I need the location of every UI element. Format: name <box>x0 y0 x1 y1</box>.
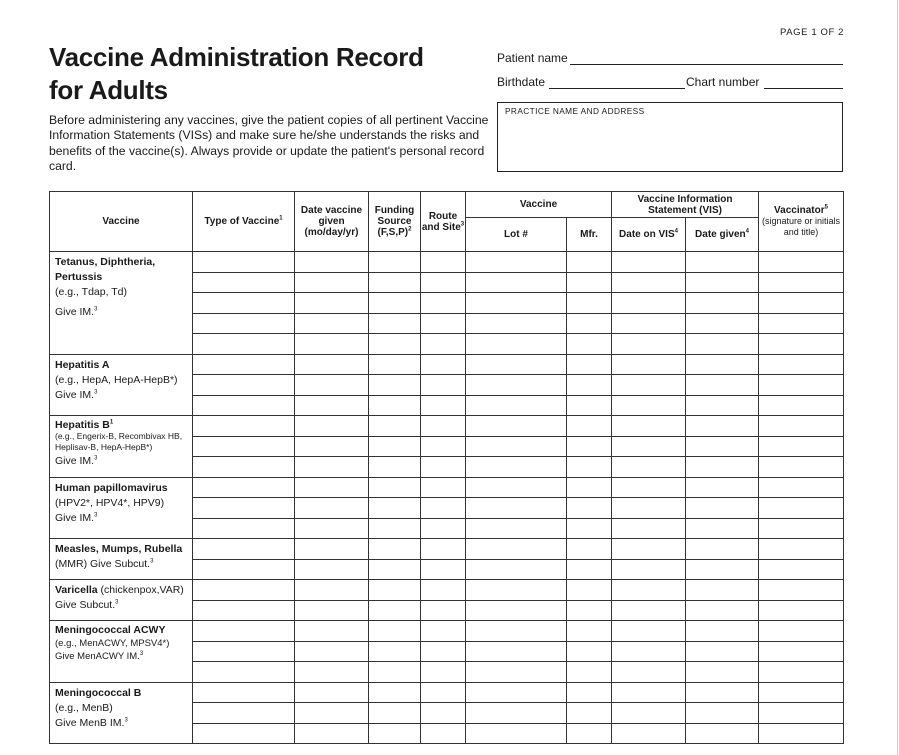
entry-cell[interactable] <box>369 518 421 539</box>
entry-cell[interactable] <box>421 723 466 744</box>
birthdate-field[interactable] <box>549 88 685 89</box>
entry-cell[interactable] <box>686 252 759 273</box>
vaccine-cell-hepa: Hepatitis A (e.g., HepA, HepA-HepB*) Give IM.$^3$ <box>50 354 193 416</box>
entry-cell[interactable] <box>612 436 686 457</box>
entry-cell[interactable] <box>686 682 759 703</box>
entry-cell[interactable] <box>759 539 844 560</box>
entry-cell[interactable] <box>295 252 369 273</box>
vaccine-cell-menb: Meningococcal B (e.g., MenB) Give MenB IM.$^3$ <box>50 682 193 744</box>
entry-cell[interactable] <box>193 354 295 375</box>
entry-cell[interactable] <box>421 621 466 642</box>
entry-cell[interactable] <box>686 498 759 519</box>
entry-cell[interactable] <box>466 580 567 601</box>
entry-cell[interactable] <box>369 600 421 621</box>
entry-cell[interactable] <box>567 354 612 375</box>
entry-cell[interactable] <box>295 703 369 724</box>
entry-cell[interactable] <box>295 457 369 478</box>
entry-cell[interactable] <box>193 518 295 539</box>
entry-cell[interactable] <box>466 252 567 273</box>
chart-number-field[interactable] <box>764 88 843 89</box>
entry-cell[interactable] <box>295 375 369 396</box>
entry-cell[interactable] <box>686 559 759 580</box>
entry-cell[interactable] <box>567 272 612 293</box>
header-vis-given: Date given$^4$ <box>686 218 759 252</box>
entry-cell[interactable] <box>686 354 759 375</box>
entry-cell[interactable] <box>612 559 686 580</box>
entry-cell[interactable] <box>759 600 844 621</box>
entry-cell[interactable] <box>369 580 421 601</box>
entry-cell[interactable] <box>466 477 567 498</box>
entry-cell[interactable] <box>686 703 759 724</box>
entry-cell[interactable] <box>421 580 466 601</box>
entry-cell[interactable] <box>421 477 466 498</box>
entry-cell[interactable] <box>686 539 759 560</box>
entry-cell[interactable] <box>612 416 686 437</box>
entry-cell[interactable] <box>567 457 612 478</box>
entry-cell[interactable] <box>193 416 295 437</box>
entry-cell[interactable] <box>759 498 844 519</box>
entry-cell[interactable] <box>612 313 686 334</box>
entry-cell[interactable] <box>686 457 759 478</box>
entry-cell[interactable] <box>421 703 466 724</box>
entry-cell[interactable] <box>466 272 567 293</box>
entry-cell[interactable] <box>421 518 466 539</box>
entry-cell[interactable] <box>466 313 567 334</box>
entry-cell[interactable] <box>421 662 466 683</box>
entry-cell[interactable] <box>759 252 844 273</box>
entry-cell[interactable] <box>686 293 759 314</box>
entry-cell[interactable] <box>612 641 686 662</box>
entry-cell[interactable] <box>369 559 421 580</box>
entry-cell[interactable] <box>193 477 295 498</box>
entry-cell[interactable] <box>421 600 466 621</box>
entry-cell[interactable] <box>466 375 567 396</box>
entry-cell[interactable] <box>369 436 421 457</box>
entry-cell[interactable] <box>567 477 612 498</box>
entry-cell[interactable] <box>759 313 844 334</box>
vaccine-cell-hpv: Human papillomavirus (HPV2*, HPV4*, HPV9) Give IM.$^3$ <box>50 477 193 539</box>
entry-cell[interactable] <box>759 354 844 375</box>
entry-cell[interactable] <box>369 334 421 355</box>
entry-cell[interactable] <box>759 703 844 724</box>
header-vaccine-group: Vaccine <box>466 192 612 218</box>
entry-cell[interactable] <box>369 539 421 560</box>
entry-cell[interactable] <box>421 354 466 375</box>
entry-cell[interactable] <box>686 395 759 416</box>
entry-cell[interactable] <box>466 498 567 519</box>
entry-cell[interactable] <box>612 477 686 498</box>
entry-cell[interactable] <box>686 334 759 355</box>
entry-cell[interactable] <box>295 621 369 642</box>
entry-cell[interactable] <box>193 436 295 457</box>
entry-cell[interactable] <box>466 662 567 683</box>
entry-cell[interactable] <box>421 641 466 662</box>
entry-cell[interactable] <box>759 477 844 498</box>
entry-cell[interactable] <box>193 375 295 396</box>
entry-cell[interactable] <box>369 477 421 498</box>
entry-cell[interactable] <box>567 580 612 601</box>
entry-cell[interactable] <box>567 703 612 724</box>
entry-cell[interactable] <box>759 375 844 396</box>
entry-cell[interactable] <box>612 621 686 642</box>
entry-cell[interactable] <box>466 621 567 642</box>
entry-cell[interactable] <box>466 436 567 457</box>
entry-cell[interactable] <box>567 416 612 437</box>
entry-cell[interactable] <box>612 518 686 539</box>
entry-cell[interactable] <box>759 334 844 355</box>
title-line-2: for Adults <box>49 75 168 105</box>
entry-cell[interactable] <box>295 518 369 539</box>
entry-cell[interactable] <box>759 662 844 683</box>
page-number: PAGE 1 OF 2 <box>780 27 844 38</box>
entry-cell[interactable] <box>466 457 567 478</box>
entry-cell[interactable] <box>567 600 612 621</box>
entry-cell[interactable] <box>193 580 295 601</box>
entry-cell[interactable] <box>421 539 466 560</box>
entry-cell[interactable] <box>759 272 844 293</box>
page-title <box>49 41 479 107</box>
entry-cell[interactable] <box>686 723 759 744</box>
entry-cell[interactable] <box>466 293 567 314</box>
entry-cell[interactable] <box>369 293 421 314</box>
entry-cell[interactable] <box>567 313 612 334</box>
vaccine-cell-menacwy: Meningococcal ACWY (e.g., MenACWY, MPSV4*) Give MenACWY IM.$^3$ <box>50 621 193 683</box>
entry-cell[interactable] <box>567 518 612 539</box>
entry-cell[interactable] <box>295 436 369 457</box>
entry-cell[interactable] <box>466 682 567 703</box>
entry-cell[interactable] <box>295 641 369 662</box>
entry-cell[interactable] <box>567 621 612 642</box>
entry-cell[interactable] <box>759 416 844 437</box>
header-vis-group: Vaccine Information Statement (VIS) <box>612 192 759 218</box>
entry-cell[interactable] <box>369 621 421 642</box>
entry-cell[interactable] <box>686 662 759 683</box>
entry-cell[interactable] <box>466 703 567 724</box>
entry-cell[interactable] <box>295 395 369 416</box>
entry-cell[interactable] <box>567 498 612 519</box>
entry-cell[interactable] <box>295 600 369 621</box>
entry-cell[interactable] <box>193 723 295 744</box>
entry-cell[interactable] <box>567 334 612 355</box>
entry-cell[interactable] <box>369 703 421 724</box>
entry-cell[interactable] <box>759 723 844 744</box>
entry-cell[interactable] <box>686 436 759 457</box>
entry-cell[interactable] <box>759 621 844 642</box>
entry-cell[interactable] <box>369 723 421 744</box>
entry-cell[interactable] <box>759 682 844 703</box>
entry-cell[interactable] <box>567 436 612 457</box>
entry-cell[interactable] <box>193 272 295 293</box>
entry-cell[interactable] <box>759 457 844 478</box>
entry-cell[interactable] <box>193 313 295 334</box>
header-vis-date: Date on VIS$^4$ <box>612 218 686 252</box>
entry-cell[interactable] <box>421 498 466 519</box>
entry-cell[interactable] <box>612 252 686 273</box>
entry-cell[interactable] <box>421 293 466 314</box>
entry-cell[interactable] <box>612 662 686 683</box>
entry-cell[interactable] <box>295 334 369 355</box>
entry-cell[interactable] <box>193 252 295 273</box>
vaccine-cell-varicella: Varicella (chickenpox,VAR) Give Subcut.$^3$ <box>50 580 193 621</box>
entry-cell[interactable] <box>295 272 369 293</box>
entry-cell[interactable] <box>193 293 295 314</box>
entry-cell[interactable] <box>295 293 369 314</box>
entry-cell[interactable] <box>612 539 686 560</box>
patient-name-field[interactable] <box>570 64 843 65</box>
entry-cell[interactable] <box>295 580 369 601</box>
entry-cell[interactable] <box>466 354 567 375</box>
entry-cell[interactable] <box>466 641 567 662</box>
entry-cell[interactable] <box>193 539 295 560</box>
entry-cell[interactable] <box>567 723 612 744</box>
header-funding-source: Funding Source $(F,S,P)^2$ <box>369 192 421 252</box>
entry-cell[interactable] <box>686 416 759 437</box>
entry-cell[interactable] <box>193 600 295 621</box>
header-type-of-vaccine: Type of Vaccine$^1$ <box>193 192 295 252</box>
header-lot: Lot # <box>466 218 567 252</box>
vaccine-cell-mmr: Measles, Mumps, Rubella (MMR) Give Subcut.$^3$ <box>50 539 193 580</box>
header-mfr: Mfr. <box>567 218 612 252</box>
entry-cell[interactable] <box>466 600 567 621</box>
entry-cell[interactable] <box>686 272 759 293</box>
entry-cell[interactable] <box>686 477 759 498</box>
entry-cell[interactable] <box>612 334 686 355</box>
entry-cell[interactable] <box>369 272 421 293</box>
entry-cell[interactable] <box>193 641 295 662</box>
practice-address-box[interactable] <box>497 102 843 172</box>
entry-cell[interactable] <box>567 682 612 703</box>
entry-cell[interactable] <box>466 723 567 744</box>
entry-cell[interactable] <box>567 375 612 396</box>
entry-cell[interactable] <box>193 498 295 519</box>
entry-cell[interactable] <box>759 395 844 416</box>
entry-cell[interactable] <box>369 354 421 375</box>
entry-cell[interactable] <box>612 600 686 621</box>
entry-cell[interactable] <box>295 477 369 498</box>
entry-cell[interactable] <box>295 723 369 744</box>
entry-cell[interactable] <box>421 436 466 457</box>
entry-cell[interactable] <box>686 641 759 662</box>
entry-cell[interactable] <box>193 395 295 416</box>
entry-cell[interactable] <box>466 395 567 416</box>
entry-cell[interactable] <box>567 559 612 580</box>
entry-cell[interactable] <box>466 518 567 539</box>
entry-cell[interactable] <box>567 641 612 662</box>
entry-cell[interactable] <box>686 621 759 642</box>
record-table <box>49 191 844 744</box>
entry-cell[interactable] <box>567 395 612 416</box>
entry-cell[interactable] <box>612 293 686 314</box>
vaccine-cell-hepb: Hepatitis $B^1$ (e.g., Engerix-B, Recombivax HB, Heplisav-B, HepA-HepB*) Give IM.$^3$ <box>50 416 193 478</box>
entry-cell[interactable] <box>421 375 466 396</box>
entry-cell[interactable] <box>466 416 567 437</box>
entry-cell[interactable] <box>369 641 421 662</box>
entry-cell[interactable] <box>759 580 844 601</box>
entry-cell[interactable] <box>193 334 295 355</box>
entry-cell[interactable] <box>612 457 686 478</box>
entry-cell[interactable] <box>567 293 612 314</box>
entry-cell[interactable] <box>369 457 421 478</box>
intro-text: Before administering any vaccines, give the patient copies of all pertinent Vaccine Information Statements (VISs) and make sure he/she understands the risks and benefits of the vaccine(s). Always provide or update the patient's personal record card. <box>49 113 489 173</box>
vaccine-cell-tdap: Tetanus, Diphtheria, Pertussis (e.g., Tdap, Td) Give IM.$^3$ <box>50 252 193 355</box>
entry-cell[interactable] <box>295 498 369 519</box>
birthdate-label: Birthdate <box>497 75 546 89</box>
header-route-site: Route and Site$^3$ <box>421 192 466 252</box>
entry-cell[interactable] <box>686 313 759 334</box>
entry-cell[interactable] <box>295 313 369 334</box>
entry-cell[interactable] <box>612 395 686 416</box>
entry-cell[interactable] <box>759 436 844 457</box>
entry-cell[interactable] <box>193 682 295 703</box>
entry-cell[interactable] <box>466 334 567 355</box>
entry-cell[interactable] <box>421 457 466 478</box>
entry-cell[interactable] <box>421 559 466 580</box>
entry-cell[interactable] <box>295 662 369 683</box>
entry-cell[interactable] <box>759 559 844 580</box>
entry-cell[interactable] <box>295 539 369 560</box>
entry-cell[interactable] <box>466 559 567 580</box>
entry-cell[interactable] <box>421 395 466 416</box>
entry-cell[interactable] <box>421 682 466 703</box>
entry-cell[interactable] <box>295 416 369 437</box>
entry-cell[interactable] <box>369 252 421 273</box>
entry-cell[interactable] <box>686 580 759 601</box>
header-vaccinator: Vaccinator$^5$ (signature or initials and title) <box>759 192 844 252</box>
entry-cell[interactable] <box>369 662 421 683</box>
entry-cell[interactable] <box>295 559 369 580</box>
entry-cell[interactable] <box>612 723 686 744</box>
entry-cell[interactable] <box>369 416 421 437</box>
entry-cell[interactable] <box>369 375 421 396</box>
entry-cell[interactable] <box>193 457 295 478</box>
title-line-1: Vaccine Administration Record <box>49 42 424 72</box>
entry-cell[interactable] <box>612 272 686 293</box>
entry-cell[interactable] <box>421 272 466 293</box>
entry-cell[interactable] <box>193 662 295 683</box>
entry-cell[interactable] <box>421 313 466 334</box>
entry-cell[interactable] <box>193 703 295 724</box>
entry-cell[interactable] <box>369 313 421 334</box>
entry-cell[interactable] <box>567 252 612 273</box>
entry-cell[interactable] <box>421 334 466 355</box>
entry-cell[interactable] <box>612 498 686 519</box>
entry-cell[interactable] <box>369 395 421 416</box>
entry-cell[interactable] <box>686 375 759 396</box>
header-vaccine: Vaccine <box>50 192 193 252</box>
entry-cell[interactable] <box>612 375 686 396</box>
entry-cell[interactable] <box>295 682 369 703</box>
entry-cell[interactable] <box>612 580 686 601</box>
entry-cell[interactable] <box>686 600 759 621</box>
entry-cell[interactable] <box>193 559 295 580</box>
entry-cell[interactable] <box>686 518 759 539</box>
entry-cell[interactable] <box>567 662 612 683</box>
entry-cell[interactable] <box>369 498 421 519</box>
entry-cell[interactable] <box>193 621 295 642</box>
entry-cell[interactable] <box>421 252 466 273</box>
practice-label: PRACTICE NAME AND ADDRESS <box>505 106 645 116</box>
entry-cell[interactable] <box>759 518 844 539</box>
chart-number-label: Chart number <box>686 75 760 89</box>
entry-cell[interactable] <box>466 539 567 560</box>
entry-cell[interactable] <box>567 539 612 560</box>
entry-cell[interactable] <box>369 682 421 703</box>
entry-cell[interactable] <box>759 293 844 314</box>
header-date-given: Date vaccine given (mo/day/yr) <box>295 192 369 252</box>
patient-name-label: Patient name <box>497 51 568 65</box>
entry-cell[interactable] <box>612 682 686 703</box>
entry-cell[interactable] <box>421 416 466 437</box>
entry-cell[interactable] <box>759 641 844 662</box>
entry-cell[interactable] <box>295 354 369 375</box>
entry-cell[interactable] <box>612 354 686 375</box>
entry-cell[interactable] <box>612 703 686 724</box>
